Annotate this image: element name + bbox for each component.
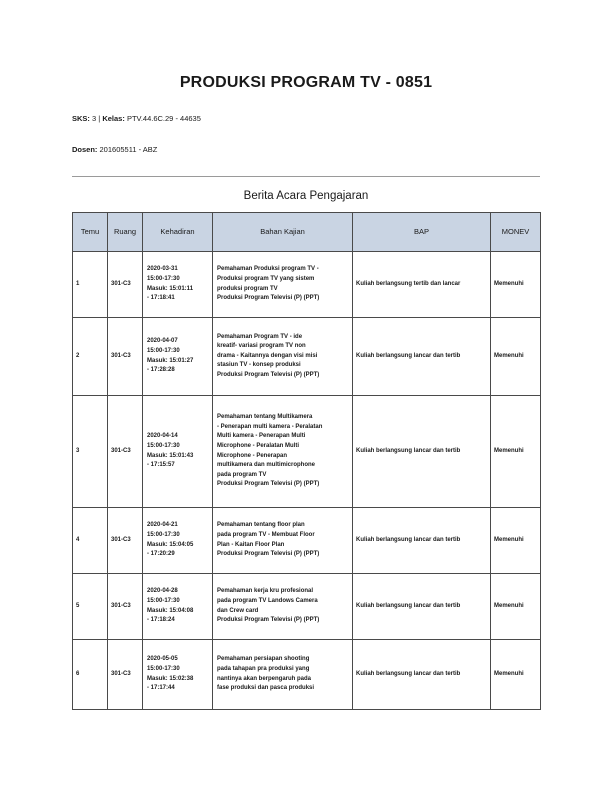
col-header-monev: MONEV xyxy=(491,213,541,252)
table-row xyxy=(73,252,541,318)
cell-ruang: 301-C3 xyxy=(108,252,143,318)
table-header-row xyxy=(73,213,541,252)
bahan-line: Plan - Kaitan Floor Plan xyxy=(217,541,285,548)
bahan-line: pada program TV - Membuat Floor xyxy=(217,531,315,538)
kehadiran-date: 2020-04-14 xyxy=(147,433,178,440)
kehadiran-in: Masuk: 15:02:38 xyxy=(147,675,194,682)
bahan-line: pada program TV Landows Camera xyxy=(217,597,318,604)
cell-bap: Kuliah berlangsung lancar dan tertib xyxy=(353,574,491,640)
cell-monev: Memenuhi xyxy=(491,574,541,640)
course-meta xyxy=(72,114,540,123)
table-row xyxy=(73,508,541,574)
cell-monev: Memenuhi xyxy=(491,318,541,396)
bahan-line: Produksi Program Televisi (P) (PPT) xyxy=(217,551,320,558)
kehadiran-schedule: 15:00-17:30 xyxy=(147,442,180,449)
kehadiran-in: Masuk: 15:01:43 xyxy=(147,452,194,459)
cell-ruang: 301-C3 xyxy=(108,396,143,508)
bahan-line: pada program TV xyxy=(217,471,267,478)
kehadiran-out: - 17:20:29 xyxy=(147,551,175,558)
bahan-line: stasiun TV - konsep produksi xyxy=(217,362,301,369)
kehadiran-out: - 17:18:41 xyxy=(147,295,175,302)
table-row xyxy=(73,318,541,396)
bap-table xyxy=(72,212,541,710)
cell-temu: 1 xyxy=(73,252,108,318)
cell-bahan-kajian xyxy=(213,252,353,318)
bahan-line: Microphone - Penerapan xyxy=(217,452,288,459)
cell-ruang: 301-C3 xyxy=(108,574,143,640)
dosen-value: 201605511 - ABZ xyxy=(99,145,158,154)
cell-kehadiran xyxy=(143,318,213,396)
cell-ruang: 301-C3 xyxy=(108,318,143,396)
cell-bap: Kuliah berlangsung lancar dan tertib xyxy=(353,318,491,396)
kehadiran-date: 2020-04-21 xyxy=(147,522,178,529)
bahan-line: Produksi Program Televisi (P) (PPT) xyxy=(217,295,320,302)
cell-monev: Memenuhi xyxy=(491,640,541,710)
col-header-temu: Temu xyxy=(73,213,108,252)
document-page xyxy=(72,0,540,710)
cell-temu: 3 xyxy=(73,396,108,508)
divider xyxy=(72,176,540,177)
kehadiran-schedule: 15:00-17:30 xyxy=(147,597,180,604)
bahan-line: nantinya akan berpengaruh pada xyxy=(217,675,312,682)
bahan-line: - Penerapan multi kamera - Peralatan xyxy=(217,423,323,430)
cell-ruang: 301-C3 xyxy=(108,640,143,710)
cell-bahan-kajian xyxy=(213,574,353,640)
kelas-label: Kelas: xyxy=(102,114,125,123)
kehadiran-in: Masuk: 15:04:08 xyxy=(147,607,194,614)
cell-kehadiran xyxy=(143,252,213,318)
separator: | xyxy=(98,114,101,123)
bahan-line: pada tahapan pra produksi yang xyxy=(217,665,310,672)
kehadiran-out: - 17:18:24 xyxy=(147,617,175,624)
kehadiran-schedule: 15:00-17:30 xyxy=(147,531,180,538)
sks-label: SKS: xyxy=(72,114,90,123)
bahan-line: dan Crew card xyxy=(217,607,259,614)
sks-value: 3 xyxy=(92,114,97,123)
cell-bahan-kajian xyxy=(213,396,353,508)
cell-monev: Memenuhi xyxy=(491,508,541,574)
page-title: PRODUKSI PROGRAM TV - 0851 xyxy=(179,74,433,91)
table-row xyxy=(73,396,541,508)
col-header-bap: BAP xyxy=(353,213,491,252)
kelas-value: PTV.44.6C.29 - 44635 xyxy=(126,114,201,123)
bahan-line: Pemahaman tentang floor plan xyxy=(217,522,305,529)
bahan-line: Multi kamera - Penerapan Multi xyxy=(217,433,306,440)
bahan-line: Produksi program TV yang sistem xyxy=(217,275,315,282)
kehadiran-schedule: 15:00-17:30 xyxy=(147,275,180,282)
bahan-line: Produksi Program Televisi (P) (PPT) xyxy=(217,371,320,378)
kehadiran-in: Masuk: 15:01:11 xyxy=(147,285,194,292)
kehadiran-schedule: 15:00-17:30 xyxy=(147,665,180,672)
cell-monev: Memenuhi xyxy=(491,252,541,318)
lecturer-meta xyxy=(72,145,540,154)
bahan-line: Pemahaman kerja kru profesional xyxy=(217,588,314,595)
bahan-line: Pemahaman persiapan shooting xyxy=(217,656,310,663)
bahan-line: fase produksi dan pasca produksi xyxy=(217,685,315,692)
bahan-line: multikamera dan multimicrophone xyxy=(217,462,316,469)
kehadiran-date: 2020-03-31 xyxy=(147,266,178,273)
cell-bahan-kajian xyxy=(213,640,353,710)
col-header-kehadiran: Kehadiran xyxy=(143,213,213,252)
cell-bap: Kuliah berlangsung tertib dan lancar xyxy=(353,252,491,318)
cell-bap: Kuliah berlangsung lancar dan tertib xyxy=(353,508,491,574)
bahan-line: Produksi Program Televisi (P) (PPT) xyxy=(217,481,320,488)
dosen-label: Dosen: xyxy=(72,145,98,154)
kehadiran-in: Masuk: 15:04:05 xyxy=(147,541,194,548)
col-header-bahan-kajian: Bahan Kajian xyxy=(213,213,353,252)
cell-temu: 5 xyxy=(73,574,108,640)
cell-temu: 2 xyxy=(73,318,108,396)
kehadiran-out: - 17:15:57 xyxy=(147,462,175,469)
cell-kehadiran xyxy=(143,396,213,508)
cell-bap: Kuliah berlangsung lancar dan tertib xyxy=(353,396,491,508)
kehadiran-schedule: 15:00-17:30 xyxy=(147,347,180,354)
kehadiran-out: - 17:17:44 xyxy=(147,685,175,692)
cell-temu: 4 xyxy=(73,508,108,574)
kehadiran-out: - 17:28:28 xyxy=(147,367,175,374)
bahan-line: kreatif- variasi program TV non xyxy=(217,343,306,350)
kehadiran-in: Masuk: 15:01:27 xyxy=(147,357,194,364)
cell-bahan-kajian xyxy=(213,318,353,396)
bahan-line: drama - Kaitannya dengan visi misi xyxy=(217,352,318,359)
table-row xyxy=(73,640,541,710)
bahan-line: Pemahaman tentang Multikamera xyxy=(217,414,313,421)
cell-monev: Memenuhi xyxy=(491,396,541,508)
bahan-line: Produksi Program Televisi (P) (PPT) xyxy=(217,617,320,624)
kehadiran-date: 2020-05-05 xyxy=(147,656,178,663)
bahan-line: Microphone - Peralatan Multi xyxy=(217,442,300,449)
bahan-line: Pemahaman Program TV - ide xyxy=(217,333,303,340)
cell-kehadiran xyxy=(143,508,213,574)
cell-kehadiran xyxy=(143,574,213,640)
kehadiran-date: 2020-04-07 xyxy=(147,338,178,345)
cell-ruang: 301-C3 xyxy=(108,508,143,574)
cell-bap: Kuliah berlangsung lancar dan tertib xyxy=(353,640,491,710)
cell-temu: 6 xyxy=(73,640,108,710)
cell-bahan-kajian xyxy=(213,508,353,574)
section-title: Berita Acara Pengajaran xyxy=(243,190,369,202)
bahan-line: Pemahaman Produksi program TV - xyxy=(217,266,319,273)
bahan-line: produksi program TV xyxy=(217,285,278,292)
table-row xyxy=(73,574,541,640)
col-header-ruang: Ruang xyxy=(108,213,143,252)
cell-kehadiran xyxy=(143,640,213,710)
kehadiran-date: 2020-04-28 xyxy=(147,588,178,595)
